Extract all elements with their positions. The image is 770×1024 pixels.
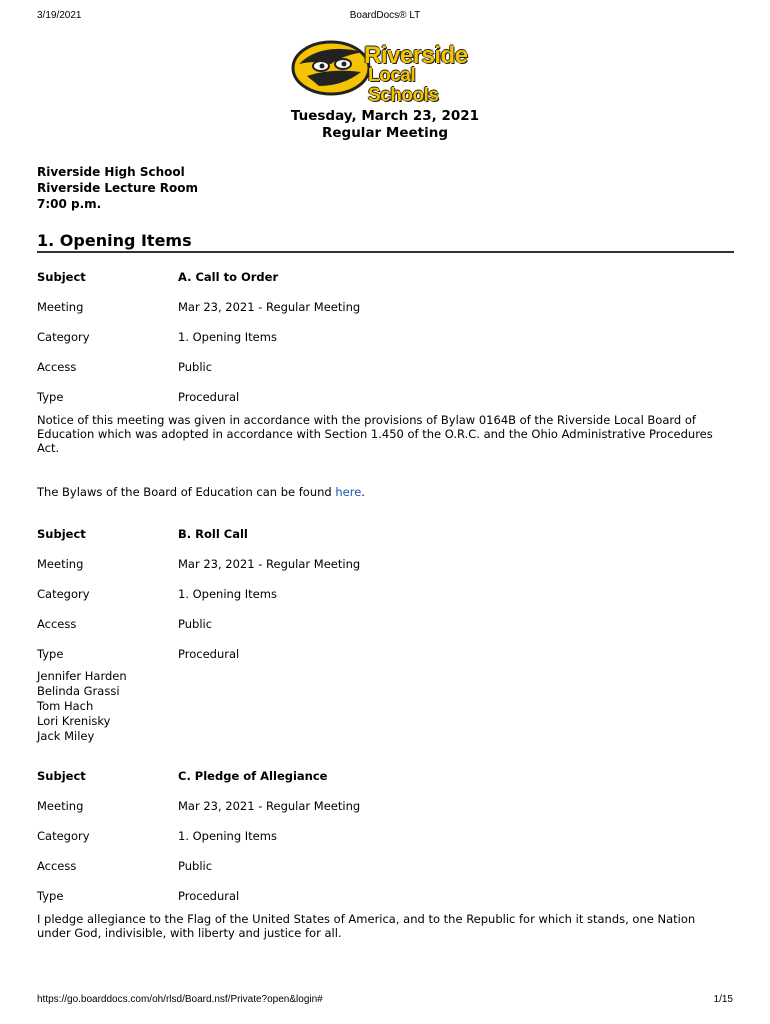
type-label: Type [37,647,64,661]
subject-label: Subject [37,270,86,284]
bylaws-link[interactable]: here [335,485,362,499]
access-value: Public [178,859,213,873]
item-meeting-row [37,556,734,572]
bylaws-prefix: The Bylaws of the Board of Education can be found [37,485,336,499]
item-access-row [37,359,734,375]
item-access-row [37,858,734,874]
district-logo [291,38,486,106]
member-name: Jennifer Harden [37,669,127,683]
member-name: Belinda Grassi [37,684,120,698]
item-type-row [37,389,734,405]
meeting-type: Regular Meeting [321,125,449,141]
item-category-row [37,828,734,844]
item-subject-row [37,768,734,784]
item-meeting-row [37,299,734,315]
item-type-row [37,888,734,904]
category-label: Category [37,829,90,843]
logo-line-1: Riverside [364,42,468,69]
category-value: 1. Opening Items [178,330,277,344]
member-name: Tom Hach [37,699,94,713]
access-label: Access [37,617,77,631]
print-date: 3/19/2021 [37,10,82,21]
item-type-row [37,646,734,662]
member-name: Jack Miley [37,729,95,743]
type-label: Type [37,390,64,404]
meeting-label: Meeting [37,799,84,813]
item-category-row [37,586,734,602]
section-heading: 1. Opening Items [37,232,734,253]
subject-label: Subject [37,769,86,783]
print-header [37,10,733,24]
meeting-label: Meeting [37,557,84,571]
type-value: Procedural [178,647,240,661]
access-label: Access [37,360,77,374]
meeting-value: Mar 23, 2021 - Regular Meeting [178,557,361,571]
item-subject-row [37,526,734,542]
pledge-text: I pledge allegiance to the Flag of the United States of America, and to the Republic for which it stands, one Nation under God, indivisible, with liberty and justice for all. [37,912,696,940]
subject-value: C. Pledge of Allegiance [178,769,328,783]
access-label: Access [37,859,77,873]
bylaws-suffix: . [361,485,365,499]
page-number: 1/15 [713,994,733,1005]
category-value: 1. Opening Items [178,829,277,843]
subject-value: A. Call to Order [178,270,279,284]
access-value: Public [178,360,213,374]
logo-wordmark [364,42,486,106]
meeting-notice-text: Notice of this meeting was given in accordance with the provisions of Bylaw 0164B of the Riverside Local Board of Education which was adopted in accordance with Section 1.450 of the O.R.C. and the Ohio Administrative Procedures Act. [37,413,713,455]
type-value: Procedural [178,390,240,404]
location-room: Riverside Lecture Room [37,181,199,195]
bylaws-text [37,485,727,499]
meeting-title [0,108,770,142]
category-value: 1. Opening Items [178,587,277,601]
type-label: Type [37,889,64,903]
meeting-value: Mar 23, 2021 - Regular Meeting [178,799,361,813]
member-name: Lori Krenisky [37,714,111,728]
print-url: https://go.boarddocs.com/oh/rlsd/Board.nsf/Private?open&login# [37,994,323,1005]
location-time: 7:00 p.m. [37,197,102,211]
print-footer [37,994,733,1008]
meeting-label: Meeting [37,300,84,314]
item-meeting-row [37,798,734,814]
location-school: Riverside High School [37,165,185,179]
category-label: Category [37,330,90,344]
item-subject-row [37,269,734,285]
logo-line-2: Local Schools [368,65,439,106]
subject-value: B. Roll Call [178,527,248,541]
meeting-date: Tuesday, March 23, 2021 [290,108,480,124]
yellow-jacket-mascot-icon [291,38,373,98]
item-category-row [37,329,734,345]
meeting-value: Mar 23, 2021 - Regular Meeting [178,300,361,314]
access-value: Public [178,617,213,631]
subject-label: Subject [37,527,86,541]
item-access-row [37,616,734,632]
meeting-location [37,164,198,212]
roll-call-list [37,669,127,744]
category-label: Category [37,587,90,601]
print-title: BoardDocs® LT [349,10,421,21]
type-value: Procedural [178,889,240,903]
